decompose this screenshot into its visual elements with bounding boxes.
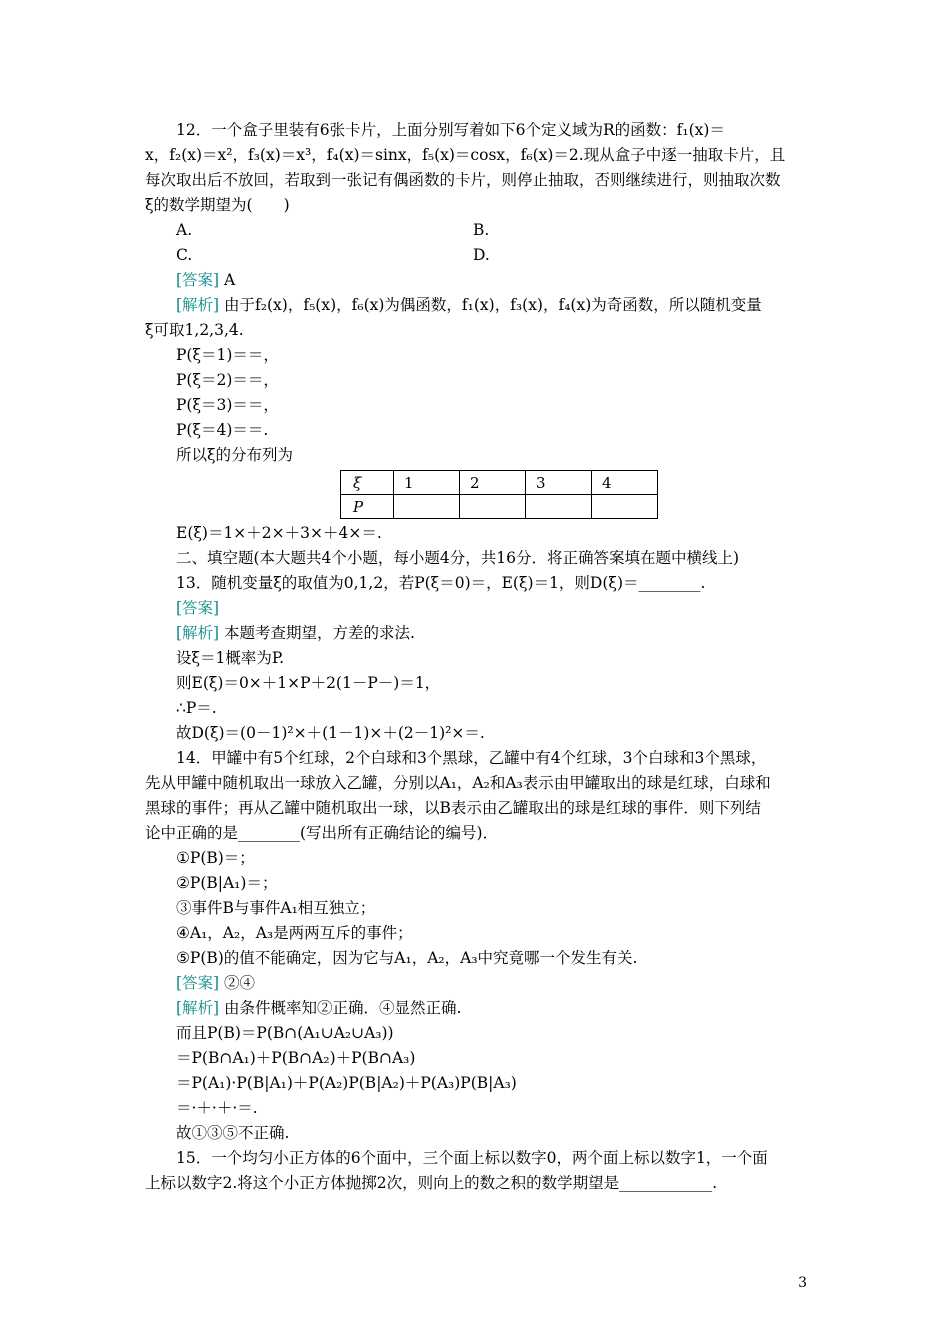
page-content [145,118,810,1196]
q14-answer [145,971,810,996]
q14-item-1: ①P(B)＝； [176,849,255,867]
table-row [341,495,658,519]
q13-analysis [145,621,810,646]
q14-line-3: 黑球的事件；再从乙罐中随机取出一球，以B表示由乙罐取出的球是红球的事件．则下列结 [145,799,761,817]
table-cell: 4 [592,471,658,495]
q14-item-4: ④A₁，A₂，A₃是两两互斥的事件； [176,924,413,942]
table-cell [394,495,460,519]
answer-value: ②④ [224,974,256,992]
q14-line-2: 先从甲罐中随机取出一球放入乙罐，分别以A₁，A₂和A₃表示由甲罐取出的球是红球，白球和 [145,774,771,792]
analysis-tag: [解析] [176,296,220,314]
table-row [341,471,658,495]
q12-prob-3: P(ξ＝3)＝＝， [176,396,279,414]
q12-prob-1: P(ξ＝1)＝＝， [176,346,279,364]
answer-tag: [答案] [176,271,220,289]
q14-line-4: 论中正确的是________(写出所有正确结论的编号)． [145,824,499,842]
q15-line-1: 15．一个均匀小正方体的6个面中，三个面上标以数字0，两个面上标以数字1，一个面 [176,1149,768,1167]
analysis-tag: [解析] [176,999,220,1017]
table-cell [592,495,658,519]
q12-option-d: D. [473,246,490,264]
distribution-table [340,470,658,519]
answer-tag: [答案] [176,974,220,992]
table-cell: 3 [526,471,592,495]
q14-derivation-1: 而且P(B)＝P(B∩(A₁∪A₂∪A₃)) [176,1024,394,1042]
q12-options-row-2 [145,243,810,268]
q12-expectation: E(ξ)＝1×＋2×＋3×＋4×＝. [176,524,382,542]
q12-table-intro: 所以ξ的分布列为 [176,446,294,464]
answer-value: A [224,271,236,289]
q12-options-row-1 [145,218,810,243]
q14-derivation-5: 故①③⑤不正确. [176,1124,290,1142]
q14-derivation-4: ＝·＋·＋·＝. [176,1099,258,1117]
q12-analysis-line-2: ξ可取1,2,3,4. [145,321,244,339]
q12-analysis-line-1 [145,293,810,318]
q14-item-2: ②P(B|A₁)＝； [176,874,278,892]
q13-question: 13．随机变量ξ的取值为0,1,2，若P(ξ＝0)＝，E(ξ)＝1，则D(ξ)＝________. [176,574,706,592]
q12-answer [145,268,810,293]
table-cell: 1 [394,471,460,495]
q14-line-1: 14．甲罐中有5个红球，2个白球和3个黑球，乙罐中有4个红球，3个白球和3个黑球， [176,749,767,767]
analysis-text: 本题考查期望，方差的求法. [224,624,415,642]
q15-line-2: 上标以数字2.将这个小正方体抛掷2次，则向上的数之积的数学期望是____________. [145,1174,718,1192]
q12-option-c: C. [176,246,193,264]
section-heading: 二、填空题(本大题共4个小题，每小题4分，共16分．将正确答案填在题中横线上) [176,549,740,567]
q13-step-4: 故D(ξ)＝(0－1)²×＋(1－1)×＋(2－1)²×＝. [176,724,485,742]
table-cell: ξ [341,471,394,495]
q12-prob-4: P(ξ＝4)＝＝. [176,421,269,439]
q12-line-3: 每次取出后不放回，若取到一张记有偶函数的卡片，则停止抽取，否则继续进行，则抽取次数 [145,171,781,189]
q14-derivation-2: ＝P(B∩A₁)＋P(B∩A₂)＋P(B∩A₃) [176,1049,416,1067]
q14-item-5: ⑤P(B)的值不能确定，因为它与A₁，A₂，A₃中究竟哪一个发生有关. [176,949,638,967]
q13-step-1: 设ξ＝1概率为P. [176,649,285,667]
q14-item-3: ③事件B与事件A₁相互独立； [176,899,376,917]
analysis-text: 由于f₂(x)，f₅(x)，f₆(x)为偶函数，f₁(x)，f₃(x)，f₄(x)为奇函数，所以随机变量 [224,296,762,314]
table-cell [460,495,526,519]
analysis-text: 由条件概率知②正确．④显然正确. [224,999,462,1017]
q14-analysis [145,996,810,1021]
page-number: 3 [798,1275,807,1291]
q14-derivation-3: ＝P(A₁)·P(B|A₁)＋P(A₂)P(B|A₂)＋P(A₃)P(B|A₃) [176,1074,517,1092]
answer-tag: [答案] [176,599,220,617]
q12-line-4: ξ的数学期望为( ) [145,196,290,214]
table-cell: 2 [460,471,526,495]
q12-line-2: x，f₂(x)＝x²，f₃(x)＝x³，f₄(x)＝sinx，f₅(x)＝cosx，f₆(x)＝2.现从盒子中逐一抽取卡片，且 [145,146,786,164]
q13-answer [145,596,810,621]
q13-step-2: 则E(ξ)＝0×＋1×P＋2(1－P－)＝1， [176,674,441,692]
table-cell: P [341,495,394,519]
q12-option-b: B. [473,221,490,239]
q12-line-1: 12．一个盒子里装有6张卡片，上面分别写着如下6个定义域为R的函数：f₁(x)＝ [176,121,725,139]
q12-option-a: A. [176,221,193,239]
table-cell [526,495,592,519]
q13-step-3: ∴P＝. [176,699,217,717]
q12-prob-2: P(ξ＝2)＝＝， [176,371,279,389]
analysis-tag: [解析] [176,624,220,642]
